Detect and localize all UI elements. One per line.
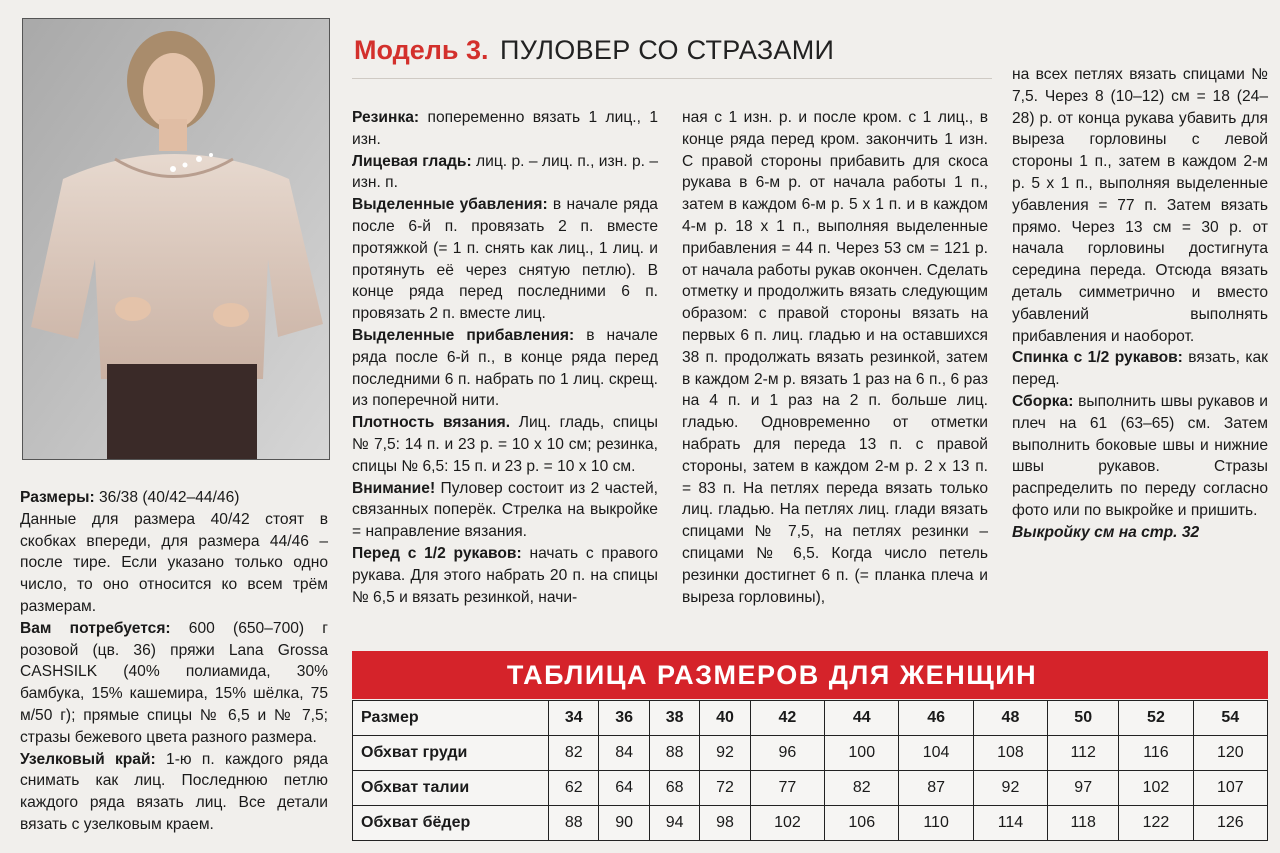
size-table-cell: 64 [599,771,649,806]
paragraph [352,151,658,195]
column-3 [682,107,988,608]
size-table-size: 40 [700,701,750,736]
size-table-cell: 107 [1193,771,1267,806]
size-table-size: 50 [1048,701,1119,736]
size-table-cell: 102 [1119,771,1193,806]
size-table-cell: 106 [825,806,899,841]
model-name: ПУЛОВЕР СО СТРАЗАМИ [500,35,835,65]
paragraph-label: Выделенные убавления: [352,196,548,214]
size-table-cell: 62 [549,771,599,806]
paragraph [1012,522,1268,544]
size-table-cell: 120 [1193,736,1267,771]
paragraph [352,412,658,477]
paragraph [682,107,988,608]
size-table-cell: 108 [973,736,1047,771]
size-table-row-label: Обхват талии [353,771,549,806]
paragraph [20,618,328,749]
article-title [352,28,992,79]
paragraph-label: Внимание! [352,479,436,497]
size-table [352,651,1268,842]
paragraph [352,478,658,543]
size-table-header-row [353,701,1268,736]
size-table-cell: 88 [549,806,599,841]
paragraph-label: Выделенные прибавления: [352,326,575,344]
size-table-cell: 82 [549,736,599,771]
size-table-cell: 110 [899,806,973,841]
size-table-cell: 102 [750,806,824,841]
size-table-cell: 100 [825,736,899,771]
paragraph-text: в начале ряда после 6-й п., в конце ряда перед последними 6 п. набрать по 1 лиц. скрещ. из поперечной нити. [352,326,658,410]
size-table-grid [352,700,1268,841]
paragraph-text: в начале ряда после 6-й п. провязать 2 п. вместе протяжкой (= 1 п. снять как лиц., 1 лиц. и протянуть её через снятую петлю). В конце ряда перед последними 6 п. провязать 2 п. вместе лиц. [352,196,658,323]
size-table-size: 54 [1193,701,1267,736]
size-table-row-label: Обхват бёдер [353,806,549,841]
size-table-cell: 104 [899,736,973,771]
paragraph-text: Пуловер состоит из 2 частей, связанных поперёк. Стрелка на выкройке = направление вязания. [352,479,658,541]
paragraph-label: Размеры: [20,489,95,506]
paragraph-label: Спинка с 1/2 рукавов: [1012,349,1183,367]
size-table-cell: 97 [1048,771,1119,806]
size-table-cell: 72 [700,771,750,806]
size-table-cell: 68 [649,771,699,806]
size-table-cell: 88 [649,736,699,771]
paragraph [352,107,658,151]
size-table-size: 48 [973,701,1047,736]
product-photo [22,18,330,460]
paragraph-text: вязать, как перед. [1012,349,1268,389]
size-table-row [353,736,1268,771]
size-table-cell: 90 [599,806,649,841]
size-table-cell: 92 [973,771,1047,806]
size-table-row-label: Обхват груди [353,736,549,771]
size-table-size: 34 [549,701,599,736]
paragraph [20,749,328,836]
size-table-cell: 118 [1048,806,1119,841]
size-table-row [353,806,1268,841]
model-photo-illustration [23,19,329,459]
paragraph-text: 1-ю п. каждого ряда снимать как лиц. Последнюю петлю каждого ряда вязать лиц. Все детали вязать с узелковым краем. [20,750,328,833]
paragraph-label: Плотность вязания. [352,414,511,432]
size-table-cell: 112 [1048,736,1119,771]
column-2 [352,107,658,608]
paragraph-label: Перед с 1/2 рукавов: [352,544,522,562]
size-table-size: 36 [599,701,649,736]
paragraph [1012,391,1268,522]
column-1 [20,487,328,836]
model-number: Модель 3. [354,35,489,65]
size-table-cell: 114 [973,806,1047,841]
paragraph-text: на всех петлях вязать спицами № 7,5. Через 8 (10–12) см = 18 (24– 28) р. от конца рукава убавить для выреза горловины с левой стороны 1 п., затем в каждом 2-м р. 5 х 1 п., выполняя выделенные убавления = 77 п. Затем вязать прямо. Через 13 см = 30 р. от начала горловины достигнута середина переда. Отсюда вязать деталь симметрично и вместо убавлений выполнять прибавления и наоборот. [1012,66,1268,345]
size-table-size: 52 [1119,701,1193,736]
paragraph [20,509,328,618]
size-table-cell: 98 [700,806,750,841]
size-table-cell: 77 [750,771,824,806]
paragraph-label: Сборка: [1012,392,1074,410]
paragraph-text: лиц. р. – лиц. п., изн. р. – изн. п. [352,152,658,192]
paragraph-label: Лицевая гладь: [352,152,472,170]
paragraph-label: Резинка: [352,109,420,126]
size-table-cell: 96 [750,736,824,771]
size-table-size: 46 [899,701,973,736]
size-table-size: 38 [649,701,699,736]
size-table-header-label: Размер [353,701,549,736]
paragraph [1012,347,1268,391]
size-table-cell: 122 [1119,806,1193,841]
size-table-row [353,771,1268,806]
footnote: Выкройку см на стр. 32 [1012,523,1200,541]
size-table-cell: 94 [649,806,699,841]
size-table-title [352,651,1268,699]
size-table-cell: 82 [825,771,899,806]
size-table-cell: 87 [899,771,973,806]
paragraph [352,543,658,608]
paragraph-text: начать с правого рукава. Для этого набрать 20 п. на спицы № 6,5 и вязать резинкой, начи- [352,544,658,606]
paragraph-text: 36/38 (40/42–44/46) [94,489,240,506]
column-4 [1012,64,1268,544]
size-table-title-text: ТАБЛИЦА РАЗМЕРОВ ДЛЯ ЖЕНЩИН [506,660,1038,690]
size-table-size: 44 [825,701,899,736]
size-table-cell: 92 [700,736,750,771]
paragraph [352,325,658,412]
paragraph-text: выполнить швы рукавов и плеч на 61 (63–65) см. Затем выполнить боковые швы и нижние швы рукавов. Стразы распределить по переду согласно фото или по выкройке и пришить. [1012,392,1268,519]
paragraph [20,487,328,509]
paragraph-text: ная с 1 изн. р. и после кром. с 1 лиц., в конце ряда перед кром. закончить 1 изн. С правой стороны прибавить для скоса рукава в 6-м р. от начала работы 1 п., затем в каждом 6-м р. 5 х 1 п. и в каждом 4-м р. 18 х 1 п., выполняя выделенные прибавления = 44 п. Через 53 см = 121 р. от начала работы рукав окончен. Сделать отметку и продолжить вязать следующим образом: с правой стороны вязать на первых 6 п. лиц. гладью и на оставшихся 38 п. продолжать вязать резинкой, затем в каждом 2-м р. вязать 1 раз на 6 п., 6 раз на 4 п. и 1 раз на 2 п. больше лиц. гладью. Одновременно от отметки набрать для переда 13 п. с правой стороны, затем в каждом 2-м р. 2 х 13 п. = 83 п. На петлях переда вязать только лиц. гладью. На петлях лиц. глади вязать спицами № 7,5, на петлях резинки – спицами № 6,5. Когда число петель резинки достигнет 6 п. (= планка плеча и выреза горловины), [682,109,988,606]
size-table-cell: 126 [1193,806,1267,841]
size-table-cell: 116 [1119,736,1193,771]
paragraph-text: Лиц. гладь, спицы № 7,5: 14 п. и 23 р. = 10 х 10 см; резинка, спицы № 6,5: 15 п. и 23 р. = 10 х 10 см. [352,414,658,475]
paragraph-text: попеременно вязать 1 лиц., 1 изн. [352,109,658,148]
paragraph-text: 600 (650–700) г розовой (цв. 36) пряжи Lana Grossa CASHSILK (40% полиамида, 30% бамбука, 15% кашемира, 15% шёлка, 75 м/50 г); прямые спицы № 6,5 и № 7,5; стразы бежевого цвета разного размера. [20,619,328,746]
paragraph-text: Данные для размера 40/42 стоят в скобках впереди, для размера 44/46 – после тире. Если указано только одно число, то оно относится ко всем трём размерам. [20,510,328,615]
size-table-cell: 84 [599,736,649,771]
paragraph [1012,64,1268,347]
paragraph-label: Вам потребуется: [20,619,171,637]
paragraph [352,194,658,325]
paragraph-label: Узелковый край: [20,750,156,768]
size-table-size: 42 [750,701,824,736]
